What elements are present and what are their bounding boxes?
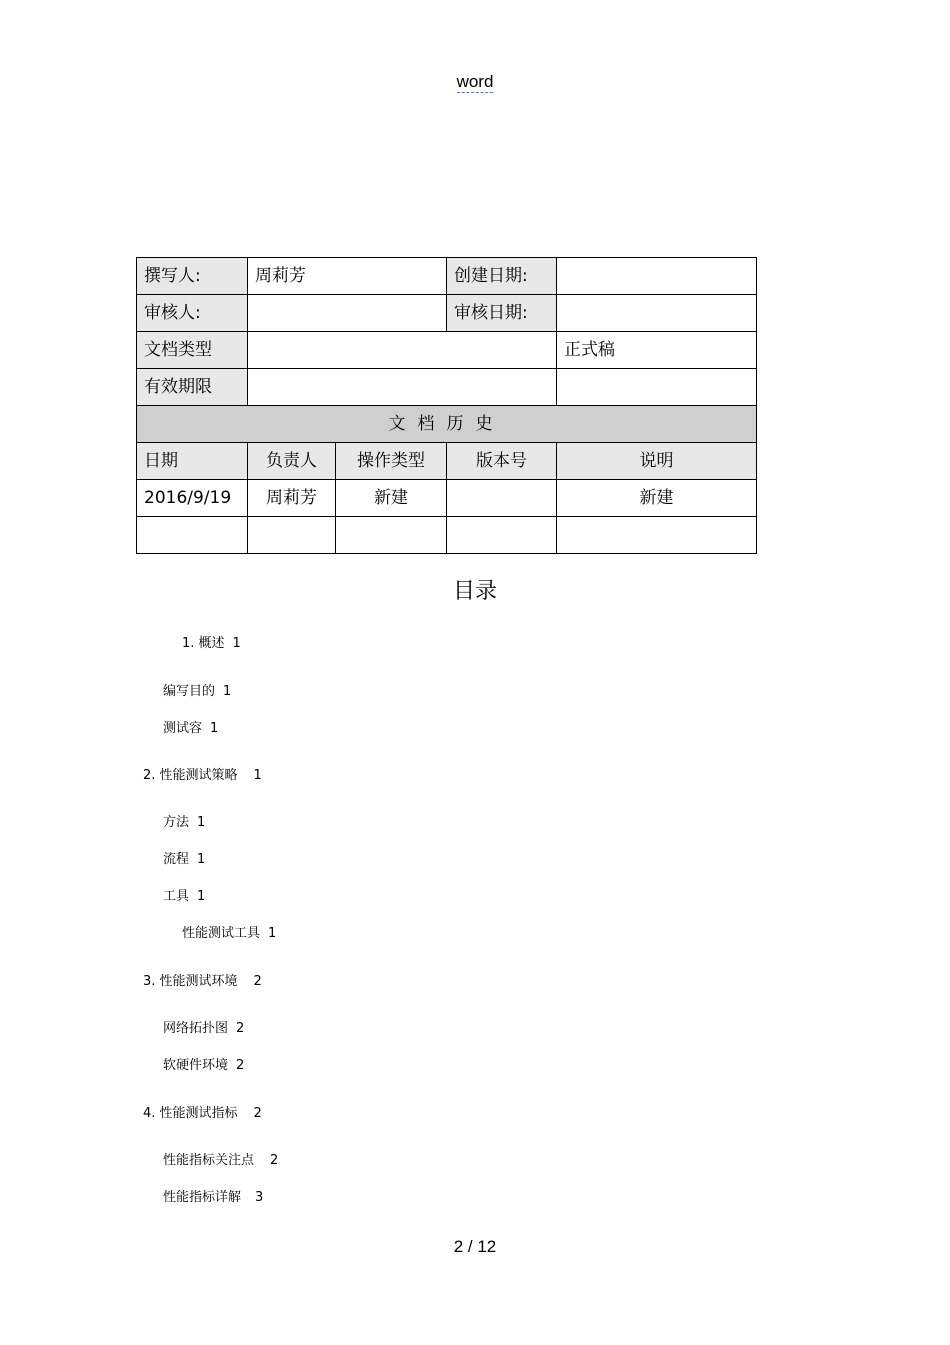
table-cell: 新建: [557, 480, 757, 517]
validity-label: 有效期限: [137, 369, 248, 406]
toc-item[interactable]: [163, 717, 218, 736]
toc-item-page: 1: [223, 684, 232, 699]
toc-item-label: 性能指标关注点: [163, 1153, 255, 1168]
table-cell: [557, 517, 757, 554]
toc-item-page: 1: [253, 768, 262, 783]
review-date-label: 审核日期:: [447, 295, 557, 332]
toc-item[interactable]: [143, 1102, 262, 1121]
toc-item-page: 1: [232, 636, 241, 651]
toc-item[interactable]: [163, 885, 205, 904]
toc-item-page: 1: [197, 815, 206, 830]
author-value: 周莉芳: [248, 258, 447, 295]
table-cell: [248, 517, 336, 554]
toc-item[interactable]: [163, 680, 231, 699]
toc-item-page: 2: [253, 974, 262, 989]
table-header-row: [137, 443, 757, 480]
column-header-description: 说明: [557, 443, 757, 480]
toc-item-label: 性能测试工具: [182, 926, 261, 941]
table-cell: [447, 480, 557, 517]
toc-item-label: 2. 性能测试策略: [143, 768, 238, 783]
toc-item-page: 2: [236, 1058, 245, 1073]
toc-item[interactable]: [143, 764, 262, 783]
table-row: [137, 517, 757, 554]
toc-item-label: 性能指标详解: [163, 1190, 242, 1205]
toc-item[interactable]: [163, 1149, 278, 1168]
toc-item[interactable]: [163, 1017, 244, 1036]
toc-item-label: 编写目的: [163, 684, 216, 699]
created-date-value: [557, 258, 757, 295]
created-date-label: 创建日期:: [447, 258, 557, 295]
toc-item[interactable]: [163, 811, 205, 830]
toc-item-page: 1: [210, 721, 219, 736]
toc-item-label: 1. 概述: [182, 636, 225, 651]
author-label: 撰写人:: [137, 258, 248, 295]
table-row: [137, 369, 757, 406]
toc-item-label: 方法: [163, 815, 190, 830]
toc-item-page: 2: [236, 1021, 245, 1036]
validity-extra: [557, 369, 757, 406]
toc-item-label: 工具: [163, 889, 190, 904]
toc-item-label: 软硬件环境: [163, 1058, 229, 1073]
toc-item-page: 2: [253, 1106, 262, 1121]
toc-item[interactable]: [163, 848, 205, 867]
table-cell: 新建: [336, 480, 447, 517]
toc-item-page: 1: [268, 926, 277, 941]
table-row: [137, 258, 757, 295]
toc-item-label: 网络拓扑图: [163, 1021, 229, 1036]
validity-value: [248, 369, 557, 406]
page-header: [0, 72, 950, 92]
table-row: [137, 332, 757, 369]
reviewer-value: [248, 295, 447, 332]
table-row: [137, 406, 757, 443]
toc-item-label: 4. 性能测试指标: [143, 1106, 238, 1121]
table-cell: [447, 517, 557, 554]
table-cell: 2016/9/19: [137, 480, 248, 517]
table-row: [137, 480, 757, 517]
doc-type-status: 正式稿: [557, 332, 757, 369]
toc-title: 目录: [452, 579, 497, 604]
page-indicator: 2 / 12: [453, 1237, 497, 1256]
table-cell: 周莉芳: [248, 480, 336, 517]
table-cell: [137, 517, 248, 554]
doc-type-value: [248, 332, 557, 369]
header-title: word: [456, 72, 494, 91]
doc-type-label: 文档类型: [137, 332, 248, 369]
toc-item-label: 流程: [163, 852, 190, 867]
toc-item[interactable]: [163, 1186, 263, 1205]
toc-item-label: 3. 性能测试环境: [143, 974, 238, 989]
history-title: 文档历史: [137, 406, 757, 443]
toc-item-page: 3: [255, 1190, 264, 1205]
column-header-owner: 负责人: [248, 443, 336, 480]
review-date-value: [557, 295, 757, 332]
table-row: [137, 295, 757, 332]
toc-item-page: 1: [197, 889, 206, 904]
toc-item[interactable]: [163, 1054, 244, 1073]
toc-item[interactable]: [182, 922, 276, 941]
toc-item[interactable]: [143, 970, 262, 989]
column-header-date: 日期: [137, 443, 248, 480]
toc-item-page: 2: [270, 1153, 279, 1168]
toc-item[interactable]: [182, 632, 241, 651]
column-header-version: 版本号: [447, 443, 557, 480]
column-header-operation: 操作类型: [336, 443, 447, 480]
table-cell: [336, 517, 447, 554]
toc-item-page: 1: [197, 852, 206, 867]
reviewer-label: 审核人:: [137, 295, 248, 332]
document-info-table: [136, 257, 757, 554]
toc-item-label: 测试容: [163, 721, 203, 736]
